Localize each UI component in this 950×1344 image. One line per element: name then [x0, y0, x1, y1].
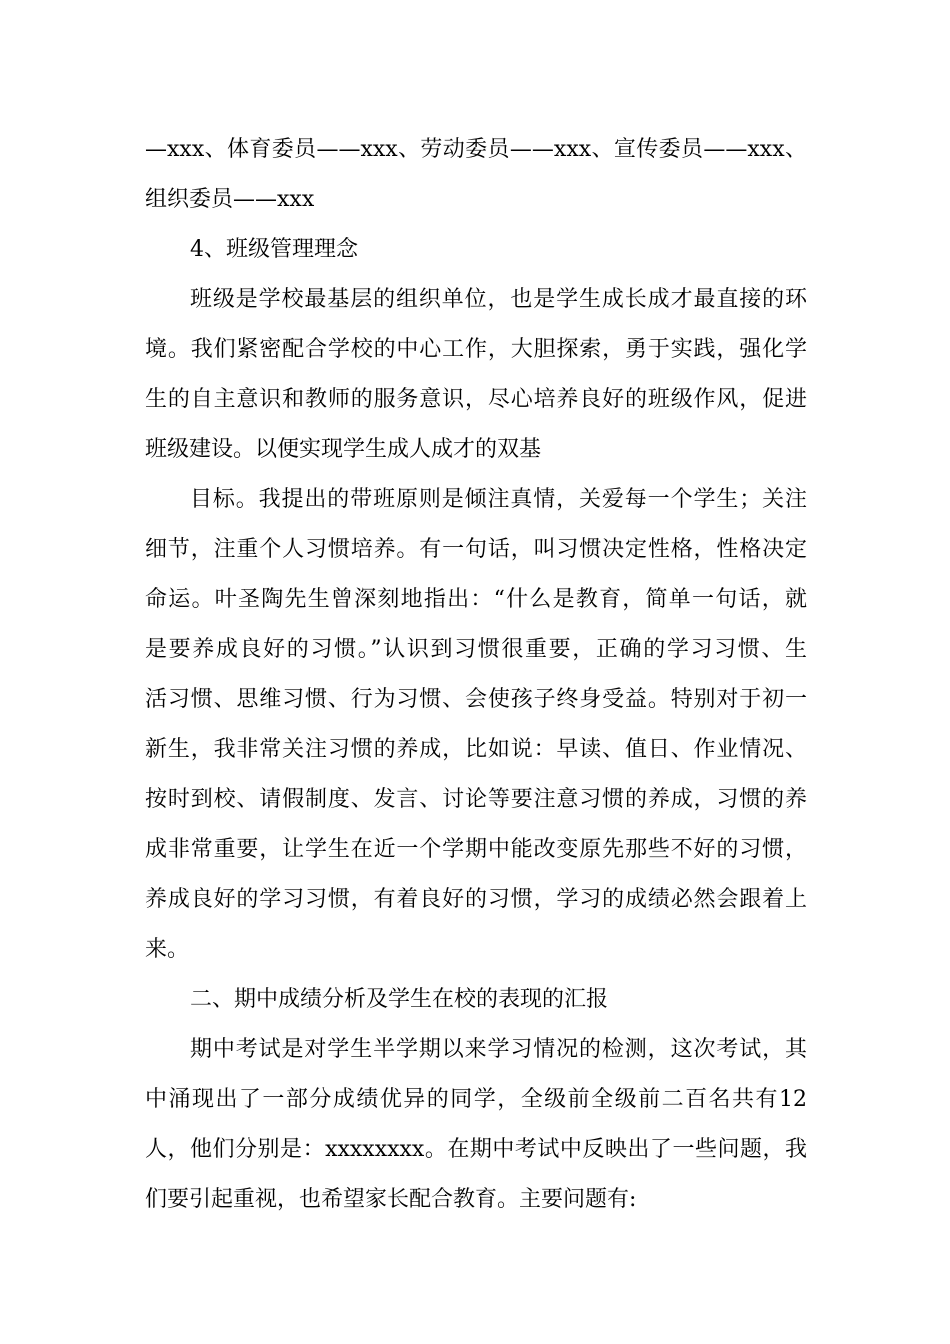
text-line: 按时到校、请假制度、发言、讨论等要注意习惯的养成，习惯的养 — [145, 787, 807, 812]
text-line: 成非常重要，让学生在近一个学期中能改变原先那些不好的习惯， — [145, 837, 807, 862]
paragraph-first-line: 班级是学校最基层的组织单位，也是学生成长成才最直接的环 — [190, 287, 807, 312]
text-line: 命运。叶圣陶先生曾深刻地指出：“什么是教育，简单一句话，就 — [145, 587, 807, 612]
text-line: 境。我们紧密配合学校的中心工作，大胆探索，勇于实践，强化学 — [145, 337, 807, 362]
section-heading: 二、期中成绩分析及学生在校的表现的汇报 — [190, 987, 609, 1012]
text-line: —xxx、体育委员——xxx、劳动委员——xxx、宣传委员——xxx、 — [145, 137, 807, 162]
text-line: 中涌现出了一部分成绩优异的同学，全级前全级前二百名共有12 — [145, 1087, 807, 1112]
text-line: 来。 — [145, 937, 190, 962]
paragraph-first-line: 期中考试是对学生半学期以来学习情况的检测，这次考试，其 — [190, 1037, 807, 1062]
text-line: 是要养成良好的习惯。”认识到习惯很重要，正确的学习习惯、生 — [145, 637, 807, 662]
text-line: 们要引起重视，也希望家长配合教育。主要问题有: — [145, 1187, 637, 1212]
text-line: 活习惯、思维习惯、行为习惯、会使孩子终身受益。特别对于初一 — [145, 687, 807, 712]
paragraph-first-line: 目标。我提出的带班原则是倾注真情，关爱每一个学生；关注 — [190, 487, 807, 512]
section-heading: 4、班级管理理念 — [190, 237, 358, 262]
text-line: 班级建设。以便实现学生成人成才的双基 — [145, 437, 542, 462]
text-line: 细节，注重个人习惯培养。有一句话，叫习惯决定性格，性格决定 — [145, 537, 807, 562]
text-line: 生的自主意识和教师的服务意识，尽心培养良好的班级作风，促进 — [145, 387, 807, 412]
text-line: 新生，我非常关注习惯的养成，比如说：早读、值日、作业情况、 — [145, 737, 807, 762]
text-line: 人，他们分别是：xxxxxxxx。在期中考试中反映出了一些问题，我 — [145, 1137, 807, 1162]
text-line: 养成良好的学习习惯，有着良好的习惯，学习的成绩必然会跟着上 — [145, 887, 807, 912]
text-line: 组织委员——xxx — [145, 187, 315, 212]
